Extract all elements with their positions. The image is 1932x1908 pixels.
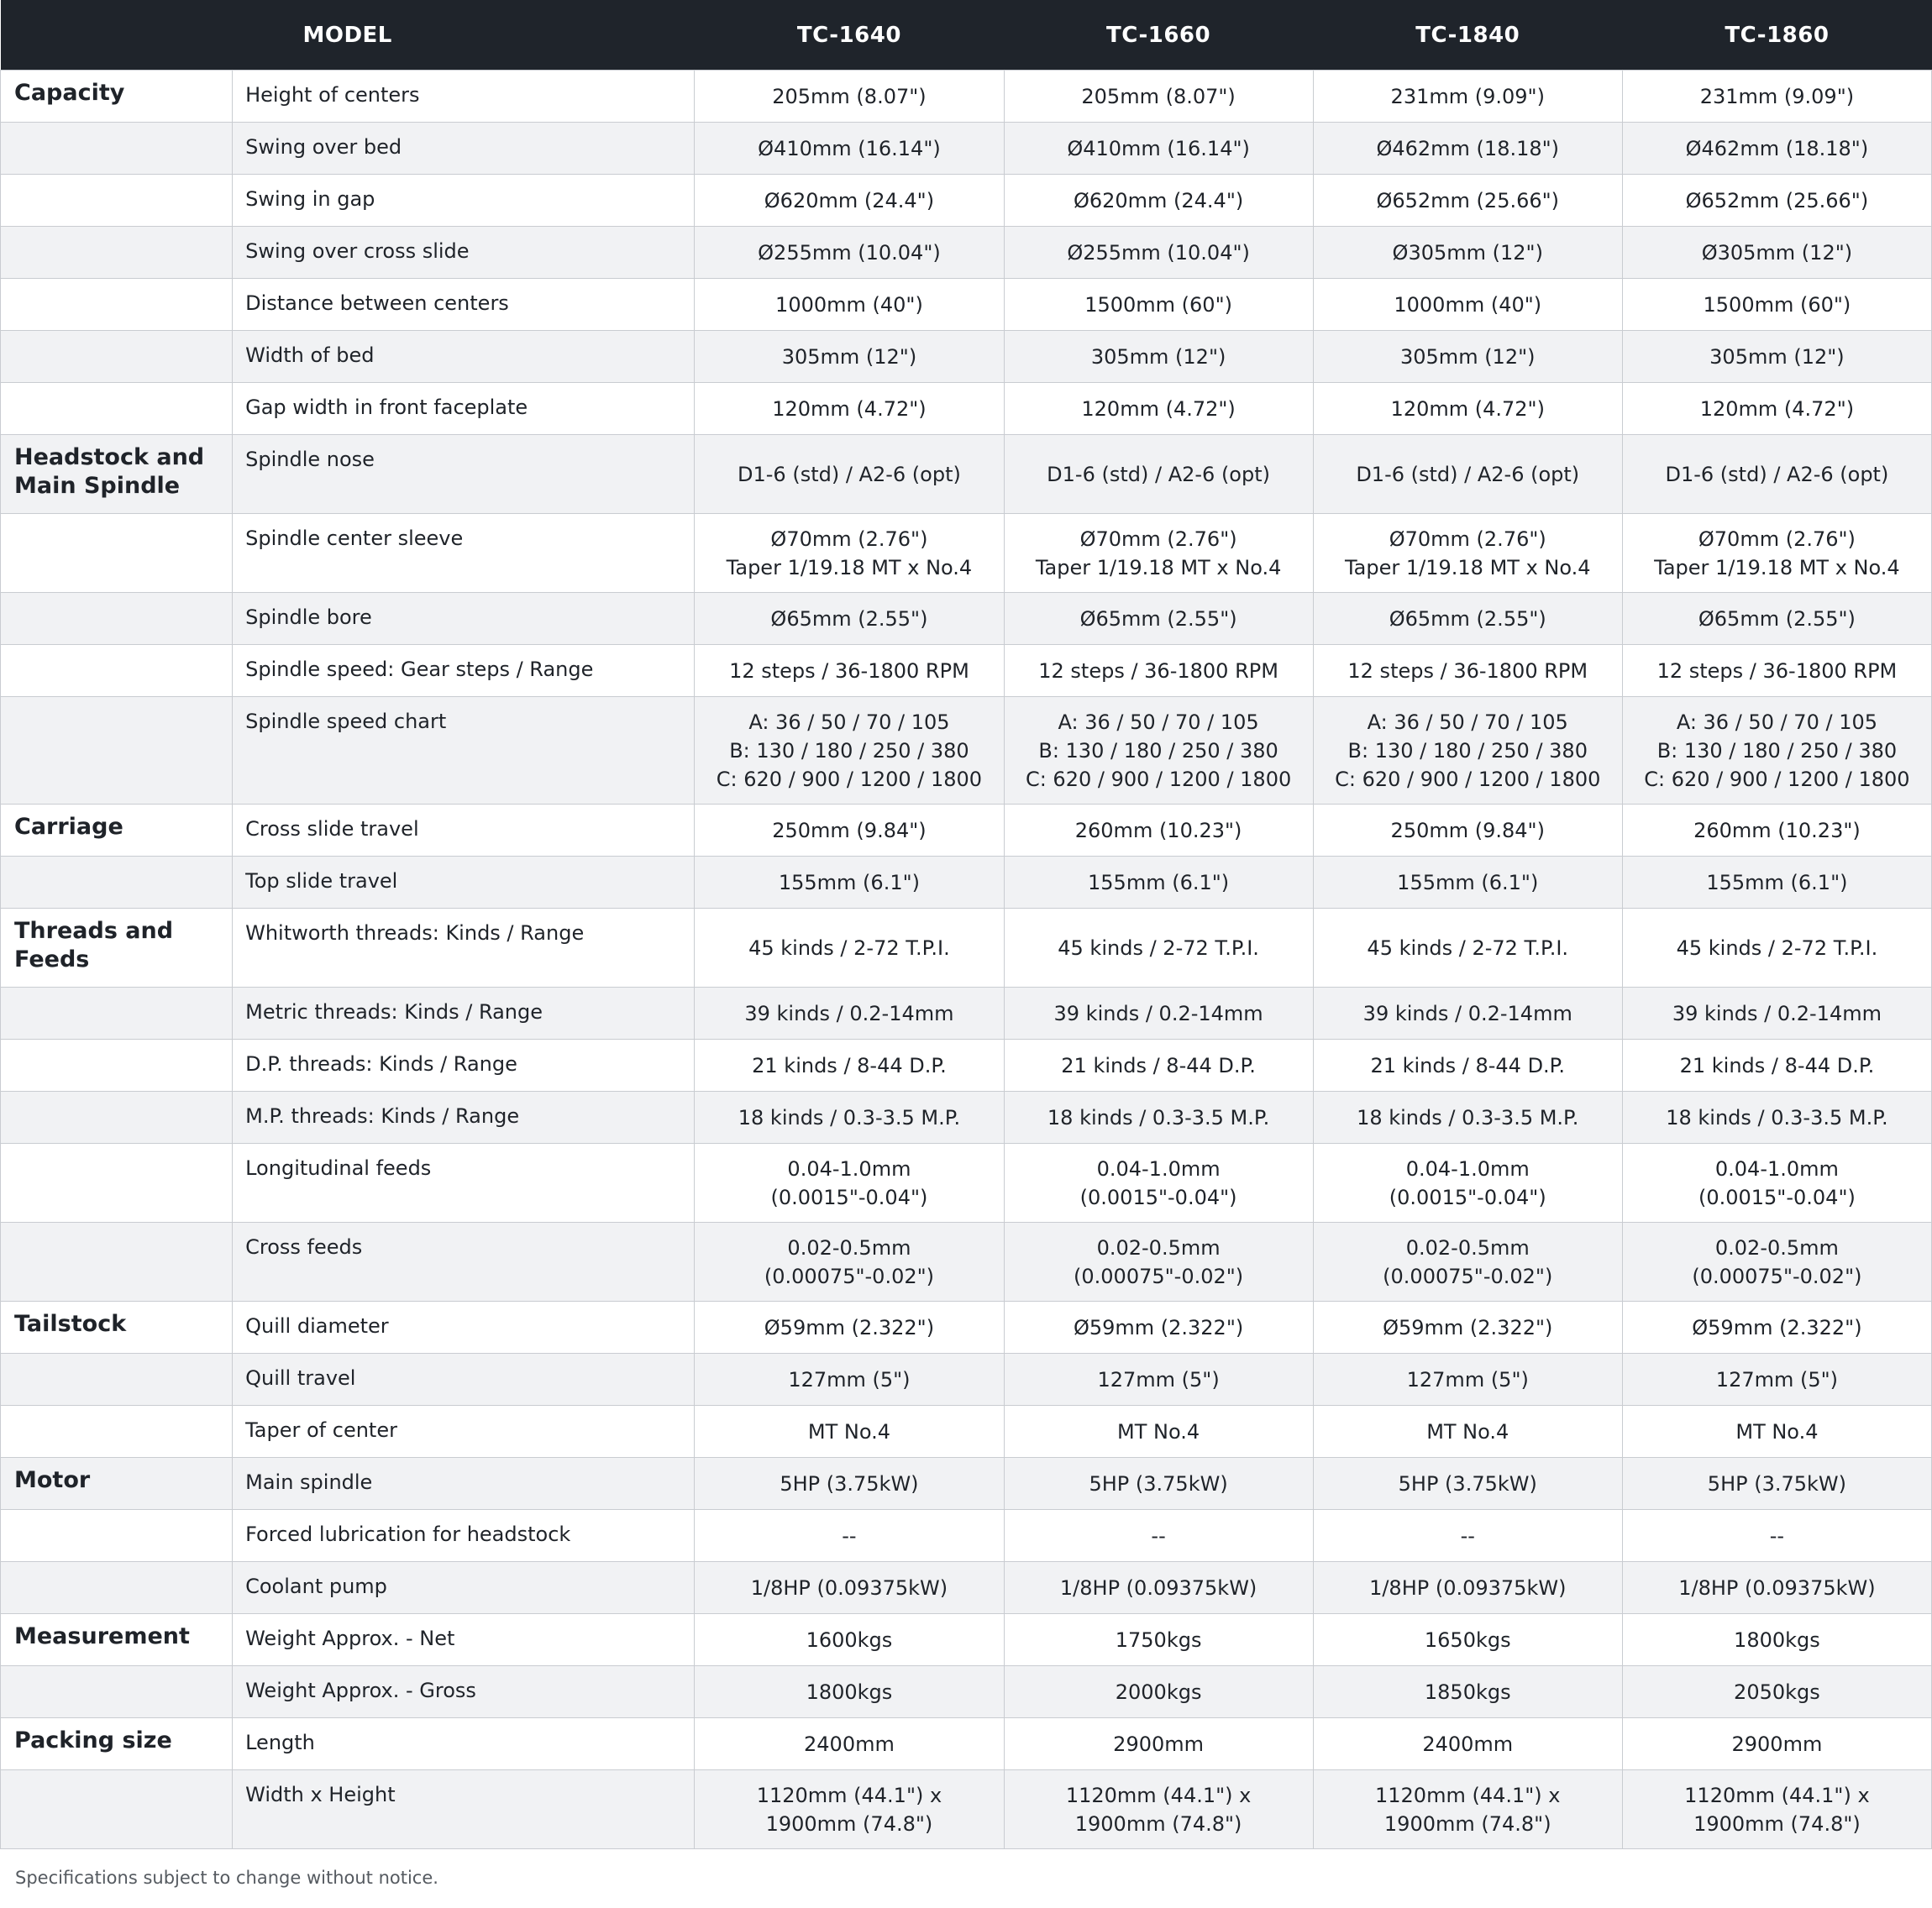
- value-cell: 21 kinds / 8-44 D.P.: [1622, 1040, 1931, 1092]
- value-cell: 39 kinds / 0.2-14mm: [1004, 988, 1313, 1040]
- value-cell: 12 steps / 36-1800 RPM: [1313, 645, 1622, 697]
- category-cell: [1, 1223, 233, 1302]
- value-cell: 205mm (8.07"): [1004, 71, 1313, 123]
- value-cell: Ø65mm (2.55"): [1004, 593, 1313, 645]
- value-cell: 1500mm (60"): [1004, 279, 1313, 331]
- value-cell: 2900mm: [1004, 1718, 1313, 1770]
- parameter-cell: Swing over cross slide: [233, 227, 695, 279]
- value-cell: Ø59mm (2.322"): [1313, 1302, 1622, 1354]
- table-row: [1, 227, 1932, 279]
- value-cell: 2400mm: [695, 1718, 1004, 1770]
- value-cell: 1120mm (44.1") x 1900mm (74.8"): [695, 1770, 1004, 1849]
- value-cell: 39 kinds / 0.2-14mm: [1622, 988, 1931, 1040]
- value-cell: Ø70mm (2.76") Taper 1/19.18 MT x No.4: [1313, 514, 1622, 593]
- value-cell: 231mm (9.09"): [1622, 71, 1931, 123]
- category-cell: [1, 1666, 233, 1718]
- value-cell: 127mm (5"): [1622, 1354, 1931, 1406]
- value-cell: 1/8HP (0.09375kW): [1313, 1562, 1622, 1614]
- table-row: [1, 175, 1932, 227]
- value-cell: 0.04-1.0mm (0.0015"-0.04"): [695, 1144, 1004, 1223]
- value-cell: 155mm (6.1"): [695, 857, 1004, 909]
- parameter-cell: Height of centers: [233, 71, 695, 123]
- value-cell: 21 kinds / 8-44 D.P.: [1313, 1040, 1622, 1092]
- value-cell: 45 kinds / 2-72 T.P.I.: [1622, 909, 1931, 988]
- table-row: [1, 331, 1932, 383]
- value-cell: 0.02-0.5mm (0.00075"-0.02"): [1004, 1223, 1313, 1302]
- category-cell: [1, 1406, 233, 1458]
- header-model-tc1840: TC-1840: [1313, 0, 1622, 71]
- value-cell: 2400mm: [1313, 1718, 1622, 1770]
- value-cell: Ø305mm (12"): [1313, 227, 1622, 279]
- table-row: [1, 1458, 1932, 1510]
- value-cell: 120mm (4.72"): [1313, 383, 1622, 435]
- category-cell: Measurement: [1, 1614, 233, 1666]
- value-cell: 12 steps / 36-1800 RPM: [1004, 645, 1313, 697]
- header-model-tc1860: TC-1860: [1622, 0, 1931, 71]
- value-cell: 127mm (5"): [1004, 1354, 1313, 1406]
- value-cell: 305mm (12"): [1622, 331, 1931, 383]
- value-cell: Ø620mm (24.4"): [695, 175, 1004, 227]
- table-row: [1, 1354, 1932, 1406]
- value-cell: 260mm (10.23"): [1622, 805, 1931, 857]
- value-cell: Ø70mm (2.76") Taper 1/19.18 MT x No.4: [695, 514, 1004, 593]
- parameter-cell: Swing over bed: [233, 123, 695, 175]
- parameter-cell: Quill travel: [233, 1354, 695, 1406]
- value-cell: MT No.4: [1004, 1406, 1313, 1458]
- category-cell: Carriage: [1, 805, 233, 857]
- value-cell: 1120mm (44.1") x 1900mm (74.8"): [1622, 1770, 1931, 1849]
- table-row: [1, 1562, 1932, 1614]
- table-row: [1, 383, 1932, 435]
- value-cell: 2900mm: [1622, 1718, 1931, 1770]
- table-row: [1, 857, 1932, 909]
- category-cell: [1, 383, 233, 435]
- table-row: [1, 1406, 1932, 1458]
- header-row: [1, 0, 1932, 71]
- parameter-cell: Coolant pump: [233, 1562, 695, 1614]
- value-cell: 127mm (5"): [695, 1354, 1004, 1406]
- value-cell: Ø652mm (25.66"): [1313, 175, 1622, 227]
- value-cell: --: [1622, 1510, 1931, 1562]
- value-cell: D1-6 (std) / A2-6 (opt): [1622, 435, 1931, 514]
- value-cell: 205mm (8.07"): [695, 71, 1004, 123]
- parameter-cell: Spindle bore: [233, 593, 695, 645]
- parameter-cell: Cross slide travel: [233, 805, 695, 857]
- value-cell: A: 36 / 50 / 70 / 105 B: 130 / 180 / 250 / 380 C: 620 / 900 / 1200 / 1800: [1313, 697, 1622, 805]
- value-cell: Ø462mm (18.18"): [1622, 123, 1931, 175]
- value-cell: 0.02-0.5mm (0.00075"-0.02"): [1313, 1223, 1622, 1302]
- value-cell: 1600kgs: [695, 1614, 1004, 1666]
- parameter-cell: Quill diameter: [233, 1302, 695, 1354]
- value-cell: 5HP (3.75kW): [1004, 1458, 1313, 1510]
- value-cell: 120mm (4.72"): [1004, 383, 1313, 435]
- value-cell: Ø59mm (2.322"): [695, 1302, 1004, 1354]
- value-cell: A: 36 / 50 / 70 / 105 B: 130 / 180 / 250 / 380 C: 620 / 900 / 1200 / 1800: [1622, 697, 1931, 805]
- value-cell: 5HP (3.75kW): [1313, 1458, 1622, 1510]
- value-cell: 1/8HP (0.09375kW): [1622, 1562, 1931, 1614]
- table-row: [1, 805, 1932, 857]
- table-row: [1, 435, 1932, 514]
- category-cell: [1, 1040, 233, 1092]
- value-cell: 250mm (9.84"): [695, 805, 1004, 857]
- value-cell: Ø255mm (10.04"): [1004, 227, 1313, 279]
- parameter-cell: Distance between centers: [233, 279, 695, 331]
- parameter-cell: Width x Height: [233, 1770, 695, 1849]
- parameter-cell: Longitudinal feeds: [233, 1144, 695, 1223]
- table-row: [1, 123, 1932, 175]
- value-cell: 2050kgs: [1622, 1666, 1931, 1718]
- parameter-cell: Spindle nose: [233, 435, 695, 514]
- value-cell: A: 36 / 50 / 70 / 105 B: 130 / 180 / 250 / 380 C: 620 / 900 / 1200 / 1800: [695, 697, 1004, 805]
- value-cell: Ø65mm (2.55"): [1622, 593, 1931, 645]
- category-cell: [1, 1510, 233, 1562]
- value-cell: 0.04-1.0mm (0.0015"-0.04"): [1313, 1144, 1622, 1223]
- parameter-cell: Spindle speed chart: [233, 697, 695, 805]
- category-cell: [1, 1770, 233, 1849]
- parameter-cell: Weight Approx. - Net: [233, 1614, 695, 1666]
- table-row: [1, 279, 1932, 331]
- category-cell: [1, 123, 233, 175]
- value-cell: 12 steps / 36-1800 RPM: [695, 645, 1004, 697]
- value-cell: Ø65mm (2.55"): [1313, 593, 1622, 645]
- value-cell: 155mm (6.1"): [1622, 857, 1931, 909]
- value-cell: 0.04-1.0mm (0.0015"-0.04"): [1004, 1144, 1313, 1223]
- parameter-cell: Weight Approx. - Gross: [233, 1666, 695, 1718]
- value-cell: MT No.4: [1622, 1406, 1931, 1458]
- value-cell: --: [1004, 1510, 1313, 1562]
- header-model-tc1640: TC-1640: [695, 0, 1004, 71]
- header-model-label: MODEL: [1, 0, 695, 71]
- value-cell: 1500mm (60"): [1622, 279, 1931, 331]
- value-cell: D1-6 (std) / A2-6 (opt): [695, 435, 1004, 514]
- value-cell: 305mm (12"): [1004, 331, 1313, 383]
- table-row: [1, 1510, 1932, 1562]
- value-cell: 305mm (12"): [1313, 331, 1622, 383]
- value-cell: 1800kgs: [695, 1666, 1004, 1718]
- value-cell: 231mm (9.09"): [1313, 71, 1622, 123]
- value-cell: 5HP (3.75kW): [1622, 1458, 1931, 1510]
- value-cell: 18 kinds / 0.3-3.5 M.P.: [1313, 1092, 1622, 1144]
- value-cell: D1-6 (std) / A2-6 (opt): [1004, 435, 1313, 514]
- parameter-cell: Main spindle: [233, 1458, 695, 1510]
- value-cell: Ø410mm (16.14"): [695, 123, 1004, 175]
- table-row: [1, 1718, 1932, 1770]
- value-cell: 305mm (12"): [695, 331, 1004, 383]
- category-cell: Threads and Feeds: [1, 909, 233, 988]
- category-cell: [1, 593, 233, 645]
- value-cell: --: [695, 1510, 1004, 1562]
- parameter-cell: Metric threads: Kinds / Range: [233, 988, 695, 1040]
- table-row: [1, 1770, 1932, 1849]
- category-cell: [1, 697, 233, 805]
- value-cell: 45 kinds / 2-72 T.P.I.: [1313, 909, 1622, 988]
- value-cell: 1/8HP (0.09375kW): [1004, 1562, 1313, 1614]
- category-cell: [1, 227, 233, 279]
- value-cell: 45 kinds / 2-72 T.P.I.: [1004, 909, 1313, 988]
- footnote: Specifications subject to change without notice.: [15, 1868, 438, 1888]
- value-cell: Ø410mm (16.14"): [1004, 123, 1313, 175]
- value-cell: 0.02-0.5mm (0.00075"-0.02"): [1622, 1223, 1931, 1302]
- table-header: [1, 0, 1932, 71]
- table-row: [1, 1223, 1932, 1302]
- value-cell: MT No.4: [1313, 1406, 1622, 1458]
- table-row: [1, 1302, 1932, 1354]
- value-cell: 1/8HP (0.09375kW): [695, 1562, 1004, 1614]
- category-cell: [1, 645, 233, 697]
- value-cell: 18 kinds / 0.3-3.5 M.P.: [1622, 1092, 1931, 1144]
- value-cell: 0.04-1.0mm (0.0015"-0.04"): [1622, 1144, 1931, 1223]
- value-cell: 250mm (9.84"): [1313, 805, 1622, 857]
- value-cell: 1000mm (40"): [695, 279, 1004, 331]
- value-cell: 155mm (6.1"): [1313, 857, 1622, 909]
- value-cell: 1750kgs: [1004, 1614, 1313, 1666]
- value-cell: 1000mm (40"): [1313, 279, 1622, 331]
- category-cell: [1, 1092, 233, 1144]
- table-row: [1, 1666, 1932, 1718]
- parameter-cell: M.P. threads: Kinds / Range: [233, 1092, 695, 1144]
- category-cell: Headstock and Main Spindle: [1, 435, 233, 514]
- value-cell: D1-6 (std) / A2-6 (opt): [1313, 435, 1622, 514]
- parameter-cell: D.P. threads: Kinds / Range: [233, 1040, 695, 1092]
- category-cell: [1, 1354, 233, 1406]
- table-row: [1, 909, 1932, 988]
- value-cell: Ø652mm (25.66"): [1622, 175, 1931, 227]
- value-cell: 155mm (6.1"): [1004, 857, 1313, 909]
- value-cell: 1120mm (44.1") x 1900mm (74.8"): [1313, 1770, 1622, 1849]
- value-cell: 1850kgs: [1313, 1666, 1622, 1718]
- value-cell: Ø70mm (2.76") Taper 1/19.18 MT x No.4: [1622, 514, 1931, 593]
- value-cell: --: [1313, 1510, 1622, 1562]
- table-row: [1, 1040, 1932, 1092]
- category-cell: [1, 857, 233, 909]
- parameter-cell: Taper of center: [233, 1406, 695, 1458]
- table-row: [1, 988, 1932, 1040]
- value-cell: 1650kgs: [1313, 1614, 1622, 1666]
- table-row: [1, 1092, 1932, 1144]
- value-cell: 1800kgs: [1622, 1614, 1931, 1666]
- table-row: [1, 1614, 1932, 1666]
- value-cell: 21 kinds / 8-44 D.P.: [695, 1040, 1004, 1092]
- header-model-tc1660: TC-1660: [1004, 0, 1313, 71]
- value-cell: 1120mm (44.1") x 1900mm (74.8"): [1004, 1770, 1313, 1849]
- value-cell: MT No.4: [695, 1406, 1004, 1458]
- value-cell: 127mm (5"): [1313, 1354, 1622, 1406]
- value-cell: Ø65mm (2.55"): [695, 593, 1004, 645]
- value-cell: 45 kinds / 2-72 T.P.I.: [695, 909, 1004, 988]
- parameter-cell: Swing in gap: [233, 175, 695, 227]
- category-cell: [1, 331, 233, 383]
- parameter-cell: Spindle center sleeve: [233, 514, 695, 593]
- category-cell: Tailstock: [1, 1302, 233, 1354]
- value-cell: 21 kinds / 8-44 D.P.: [1004, 1040, 1313, 1092]
- table-row: [1, 1144, 1932, 1223]
- category-cell: [1, 279, 233, 331]
- table-row: [1, 514, 1932, 593]
- parameter-cell: Cross feeds: [233, 1223, 695, 1302]
- parameter-cell: Forced lubrication for headstock: [233, 1510, 695, 1562]
- value-cell: Ø305mm (12"): [1622, 227, 1931, 279]
- value-cell: 120mm (4.72"): [1622, 383, 1931, 435]
- table-row: [1, 645, 1932, 697]
- value-cell: 2000kgs: [1004, 1666, 1313, 1718]
- category-cell: [1, 988, 233, 1040]
- value-cell: Ø70mm (2.76") Taper 1/19.18 MT x No.4: [1004, 514, 1313, 593]
- table-row: [1, 593, 1932, 645]
- category-cell: Packing size: [1, 1718, 233, 1770]
- category-cell: [1, 175, 233, 227]
- value-cell: 18 kinds / 0.3-3.5 M.P.: [1004, 1092, 1313, 1144]
- parameter-cell: Width of bed: [233, 331, 695, 383]
- value-cell: 12 steps / 36-1800 RPM: [1622, 645, 1931, 697]
- category-cell: Motor: [1, 1458, 233, 1510]
- value-cell: A: 36 / 50 / 70 / 105 B: 130 / 180 / 250 / 380 C: 620 / 900 / 1200 / 1800: [1004, 697, 1313, 805]
- value-cell: 5HP (3.75kW): [695, 1458, 1004, 1510]
- parameter-cell: Length: [233, 1718, 695, 1770]
- parameter-cell: Top slide travel: [233, 857, 695, 909]
- value-cell: 39 kinds / 0.2-14mm: [695, 988, 1004, 1040]
- parameter-cell: Spindle speed: Gear steps / Range: [233, 645, 695, 697]
- value-cell: 260mm (10.23"): [1004, 805, 1313, 857]
- value-cell: Ø462mm (18.18"): [1313, 123, 1622, 175]
- value-cell: Ø255mm (10.04"): [695, 227, 1004, 279]
- category-cell: [1, 1144, 233, 1223]
- value-cell: 120mm (4.72"): [695, 383, 1004, 435]
- table-body: [1, 71, 1932, 1849]
- category-cell: Capacity: [1, 71, 233, 123]
- table-row: [1, 71, 1932, 123]
- category-cell: [1, 1562, 233, 1614]
- parameter-cell: Whitworth threads: Kinds / Range: [233, 909, 695, 988]
- value-cell: Ø59mm (2.322"): [1622, 1302, 1931, 1354]
- parameter-cell: Gap width in front faceplate: [233, 383, 695, 435]
- value-cell: 18 kinds / 0.3-3.5 M.P.: [695, 1092, 1004, 1144]
- table-row: [1, 697, 1932, 805]
- category-cell: [1, 514, 233, 593]
- value-cell: Ø59mm (2.322"): [1004, 1302, 1313, 1354]
- value-cell: 0.02-0.5mm (0.00075"-0.02"): [695, 1223, 1004, 1302]
- value-cell: 39 kinds / 0.2-14mm: [1313, 988, 1622, 1040]
- value-cell: Ø620mm (24.4"): [1004, 175, 1313, 227]
